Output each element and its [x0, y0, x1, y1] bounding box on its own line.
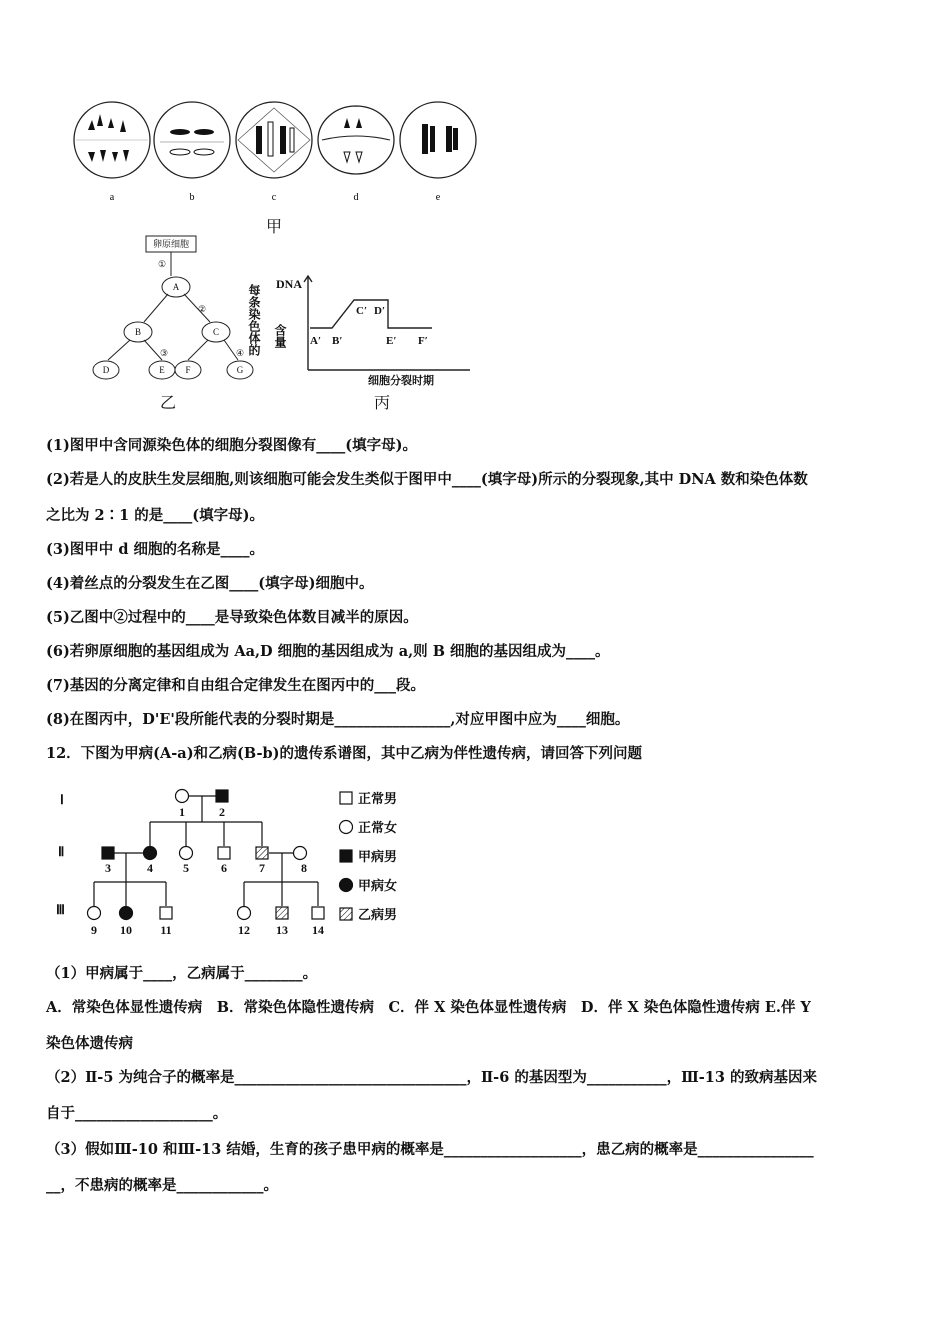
person-10	[120, 907, 133, 920]
legend-yi-male: 乙病男	[358, 907, 398, 922]
cell-b	[154, 102, 230, 178]
q11-line-2: (2)若是人的皮肤生发层细胞,则该细胞可能会发生类似于图甲中____(填字母)所示的分裂现象,其中 DNA 数和染色体数	[46, 471, 808, 488]
point-F: F′	[418, 335, 428, 347]
num-11: 11	[160, 923, 172, 937]
cell-d	[318, 106, 394, 174]
legend-jia-female-icon	[340, 879, 353, 892]
node-E: E	[159, 365, 165, 375]
num-12: 12	[238, 923, 250, 937]
gen-I: Ⅰ	[60, 792, 64, 807]
num-8: 8	[301, 861, 307, 875]
num-1: 1	[179, 805, 185, 819]
legend-normal-female: 正常女	[358, 820, 398, 835]
num-9: 9	[91, 923, 97, 937]
q12-line-1: （1）甲病属于____，乙病属于________。	[46, 965, 318, 982]
num-4: 4	[147, 861, 153, 875]
person-14	[312, 907, 324, 919]
xlabel: 细胞分裂时期	[368, 375, 434, 387]
person-5	[180, 847, 193, 860]
point-E: E′	[386, 335, 397, 347]
cell-a	[74, 102, 150, 178]
q12-line-6: （3）假如Ⅲ-10 和Ⅲ-13 结婚，生育的孩子患甲病的概率是___________________，患乙病的概率是________________	[46, 1141, 814, 1158]
node-A: A	[172, 282, 180, 292]
q12-line-7: __，不患病的概率是____________。	[46, 1177, 278, 1194]
person-9	[88, 907, 101, 920]
person-2	[216, 790, 228, 802]
cell-e	[400, 102, 476, 178]
node-root: 卵原细胞	[152, 239, 190, 249]
step-2: ②	[197, 304, 207, 314]
q12-line-3: 染色体遗传病	[46, 1035, 133, 1052]
q11-line-6: (5)乙图中②过程中的____是导致染色体数目减半的原因。	[46, 609, 418, 626]
person-7	[256, 847, 268, 859]
q11-line-5: (4)着丝点的分裂发生在乙图____(填字母)细胞中。	[46, 575, 374, 592]
figure-bing	[247, 272, 480, 390]
gen-II: Ⅱ	[58, 844, 65, 859]
num-7: 7	[259, 861, 265, 875]
ylabel-bottom: 含量	[273, 324, 287, 348]
q12-stem: 12．下图为甲病(A-a)和乙病(B-b)的遗传系谱图，其中乙病为伴性遗传病，请回答下列问题	[46, 745, 642, 762]
caption-yi: 乙	[160, 393, 177, 412]
node-C: C	[212, 327, 220, 337]
gen-III: Ⅲ	[56, 902, 65, 917]
pedigree-chart	[56, 782, 324, 942]
legend-jia-male: 甲病男	[358, 849, 398, 864]
step-4: ④	[235, 348, 245, 358]
ylabel-vertical: 每条染色体的	[247, 284, 261, 356]
num-3: 3	[105, 861, 111, 875]
point-D: D′	[374, 305, 386, 317]
cell-label-a: a	[109, 192, 115, 203]
legend-normal-female-icon	[340, 821, 353, 834]
num-5: 5	[183, 861, 189, 875]
pedigree-legend	[336, 786, 426, 926]
step-3: ③	[159, 348, 169, 358]
person-4	[144, 847, 157, 860]
num-2: 2	[219, 805, 225, 819]
q11-line-1: (1)图甲中含同源染色体的细胞分裂图像有____(填字母)。	[46, 437, 418, 454]
q11-line-3: 之比为 2∶1 的是____(填字母)。	[46, 507, 264, 524]
point-B: B′	[332, 335, 343, 347]
legend-yi-male-icon	[340, 908, 352, 920]
figure-yi	[84, 232, 264, 392]
q11-line-4: (3)图甲中 d 细胞的名称是____。	[46, 541, 265, 558]
point-A: A′	[310, 335, 322, 347]
cell-label-e: e	[435, 192, 441, 203]
num-6: 6	[221, 861, 227, 875]
q12-line-4: （2）Ⅱ-5 为纯合子的概率是________________________________，Ⅱ-6 的基因型为___________，Ⅲ-13 的致病基因来	[46, 1069, 817, 1086]
person-1	[176, 790, 189, 803]
ylabel-top: DNA	[276, 277, 302, 291]
caption-jia: 甲	[266, 217, 283, 236]
cell-label-b: b	[189, 192, 195, 203]
node-D: D	[102, 365, 110, 375]
q12-line-2: A．常染色体显性遗传病 B．常染色体隐性遗传病 C．伴 X 染色体显性遗传病 D．伴 X 染色体隐性遗传病 E.伴 Y	[46, 999, 811, 1016]
cell-label-c: c	[271, 192, 277, 203]
person-6	[218, 847, 230, 859]
point-C: C′	[356, 305, 368, 317]
legend-jia-male-icon	[340, 850, 352, 862]
person-11	[160, 907, 172, 919]
num-14: 14	[312, 923, 324, 937]
legend-normal-male: 正常男	[358, 791, 398, 806]
cell-label-d: d	[353, 192, 359, 203]
node-F: F	[185, 365, 191, 375]
legend-jia-female: 甲病女	[358, 878, 398, 893]
figure-jia	[60, 92, 500, 212]
num-13: 13	[276, 923, 288, 937]
num-10: 10	[120, 923, 132, 937]
q11-line-7: (6)若卵原细胞的基因组成为 Aa,D 细胞的基因组成为 a,则 B 细胞的基因组成为____。	[46, 643, 610, 660]
person-12	[238, 907, 251, 920]
person-3	[102, 847, 114, 859]
node-B: B	[134, 327, 142, 337]
caption-bing: 丙	[374, 393, 391, 412]
q11-line-9: (8)在图丙中，D'E'段所能代表的分裂时期是________________,对应甲图中应为____细胞。	[46, 711, 630, 728]
step-1: ①	[157, 259, 167, 269]
q12-line-5: 自于___________________。	[46, 1105, 228, 1122]
person-13	[276, 907, 288, 919]
person-8	[294, 847, 307, 860]
cell-c	[236, 102, 312, 178]
node-G: G	[236, 365, 244, 375]
q11-line-8: (7)基因的分离定律和自由组合定律发生在图丙中的___段。	[46, 677, 426, 694]
legend-normal-male-icon	[340, 792, 352, 804]
